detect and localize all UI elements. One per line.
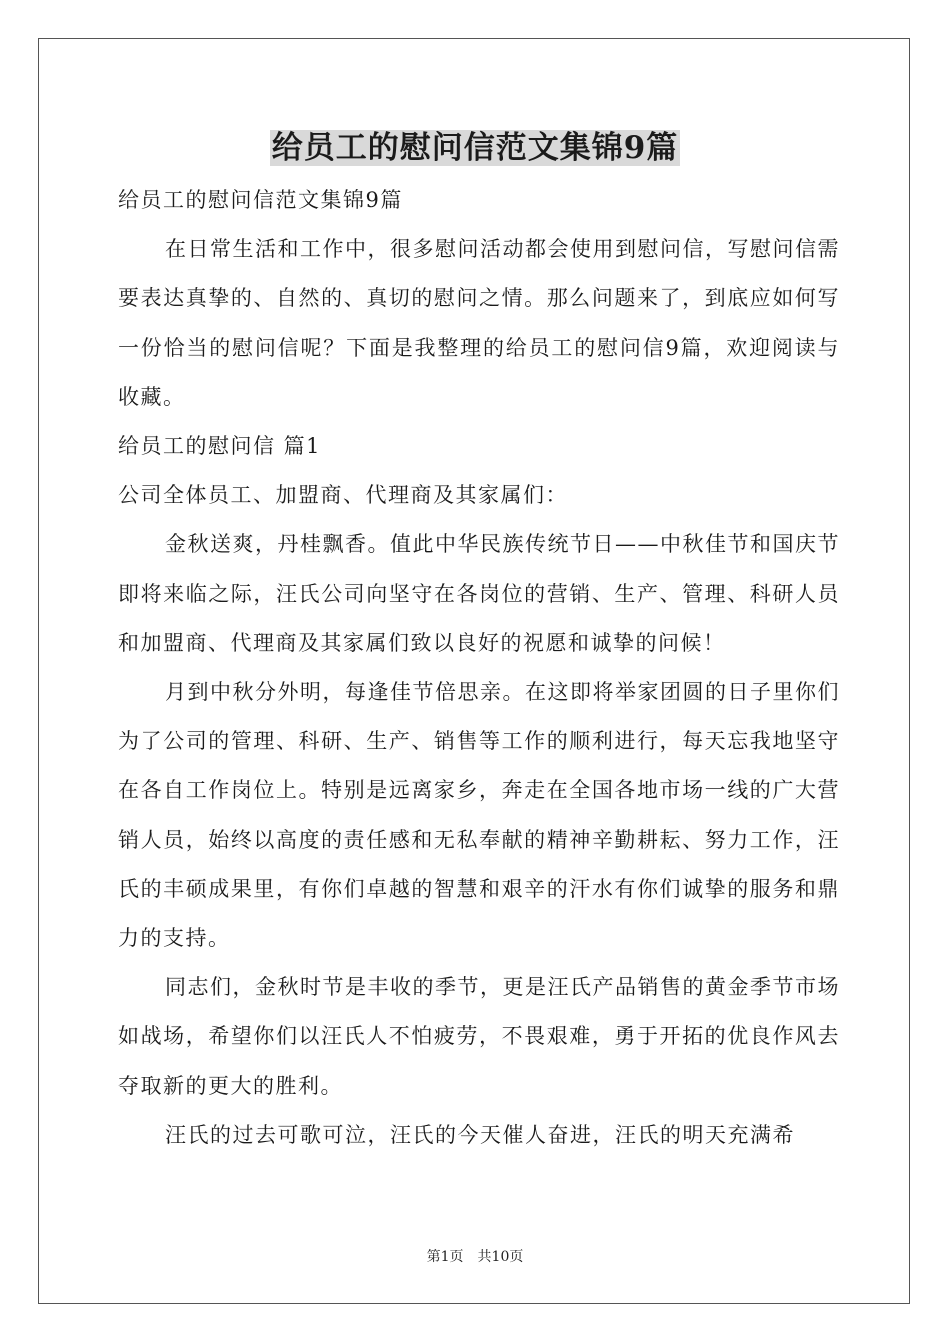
salutation: 公司全体员工、加盟商、代理商及其家属们： xyxy=(118,483,568,508)
page-number: 第1页 xyxy=(426,1249,464,1265)
body-paragraph: 金秋送爽，丹桂飘香。值此中华民族传统节日——中秋佳节和国庆节即将来临之际，汪氏公司向坚守在各岗位的营销、生产、管理、科研人员和加盟商、代理商及其家属们致以良好的祝愿和诚挚的问候！ xyxy=(118,532,840,655)
document-title xyxy=(0,126,950,170)
document-body xyxy=(118,176,840,1160)
body-paragraph: 同志们，金秋时节是丰收的季节，更是汪氏产品销售的黄金季节市场如战场，希望你们以汪氏人不怕疲劳，不畏艰难，勇于开拓的优良作风去夺取新的更大的胜利。 xyxy=(118,975,840,1098)
intro-paragraph: 在日常生活和工作中，很多慰问活动都会使用到慰问信，写慰问信需要表达真挚的、自然的、真切的慰问之情。那么问题来了，到底应如何写一份恰当的慰问信呢？下面是我整理的给员工的慰问信9篇，欢迎阅读与收藏。 xyxy=(118,237,840,409)
page-total: 共10页 xyxy=(477,1249,524,1265)
section-heading: 给员工的慰问信 篇1 xyxy=(118,434,322,459)
body-paragraph: 汪氏的过去可歌可泣，汪氏的今天催人奋进，汪氏的明天充满希 xyxy=(165,1122,795,1147)
body-paragraph: 月到中秋分外明，每逢佳节倍思亲。在这即将举家团圆的日子里你们为了公司的管理、科研、生产、销售等工作的顺利进行，每天忘我地坚守在各自工作岗位上。特别是远离家乡，奔走在全国各地市场一线的广大营销人员，始终以高度的责任感和无私奉献的精神辛勤耕耘、努力工作，汪氏的丰硕成果里，有你们卓越的智慧和艰辛的汗水有你们诚挚的服务和鼎力的支持。 xyxy=(118,680,840,951)
document-title-text: 给员工的慰问信范文集锦9篇 xyxy=(271,130,679,166)
subtitle-line: 给员工的慰问信范文集锦9篇 xyxy=(118,188,403,212)
page-footer xyxy=(0,1247,950,1267)
